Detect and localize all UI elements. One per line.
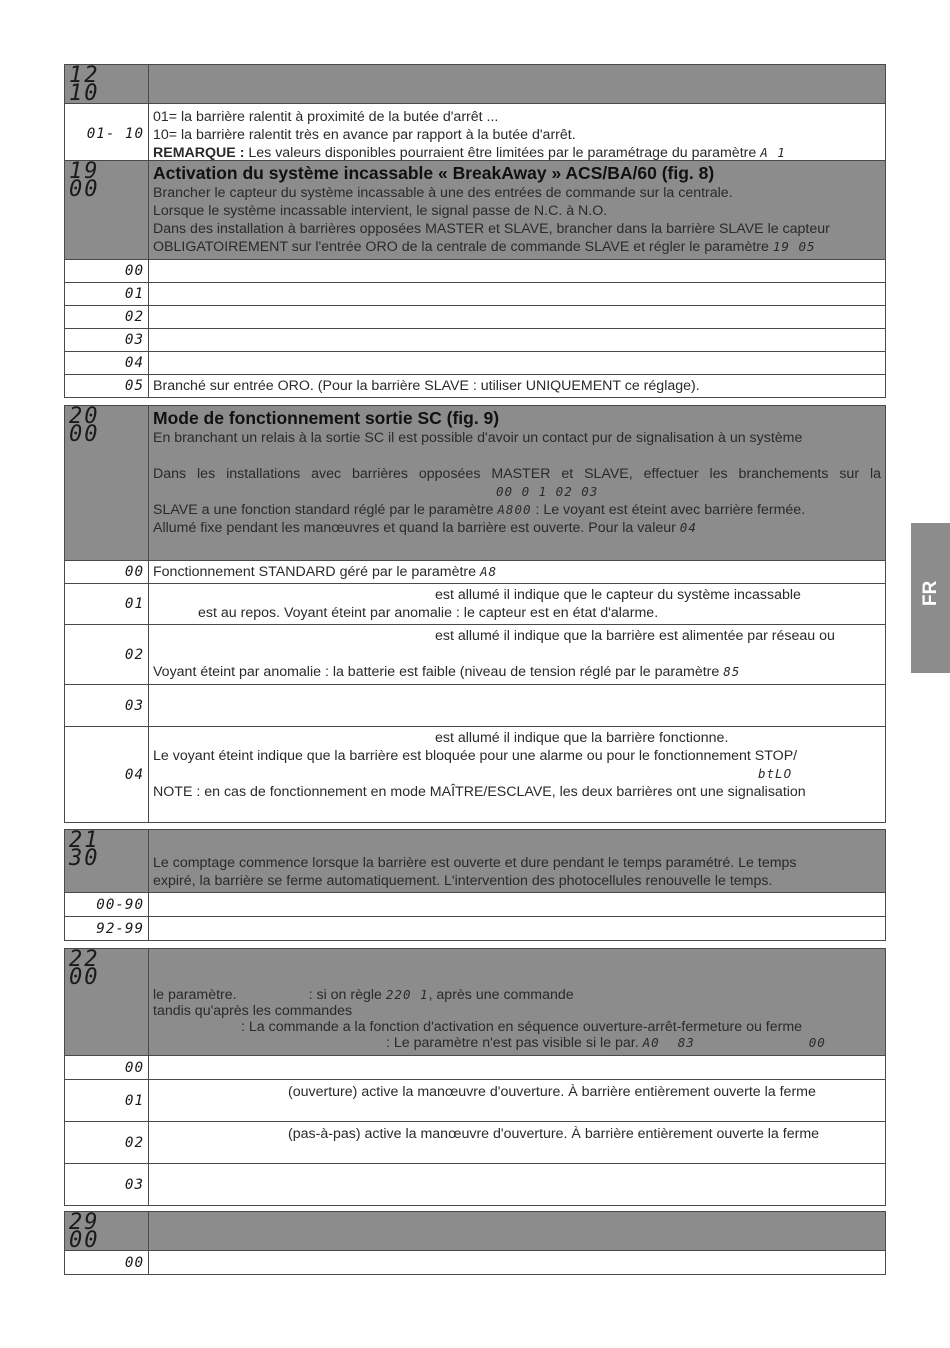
inline-code: 85	[723, 664, 741, 679]
inline-code: 00	[808, 1035, 826, 1050]
desc-text: : Le paramètre n'est pas visible si le par.	[386, 1035, 643, 1051]
inline-code: A800	[497, 502, 532, 517]
desc-line: Le voyant éteint indique que la barrière est bloquée pour une alarme ou pour le fonctionnement STOP/	[153, 748, 798, 764]
param-description	[149, 949, 886, 1056]
desc-line: expiré, la barrière se ferme automatiquement. L'intervention des photocellules renouvelle le temps.	[153, 873, 773, 889]
param-description	[149, 406, 886, 561]
desc-text: : si on règle	[308, 987, 386, 1003]
desc-line	[153, 765, 881, 783]
inline-code: 220 1	[385, 987, 429, 1002]
value-code: 02	[65, 306, 149, 329]
param-table-29	[64, 1211, 886, 1275]
value-code: 00	[65, 1056, 149, 1080]
inline-code: A 1	[760, 145, 786, 160]
param-title: Activation du système incassable « BreakAway » ACS/BA/60 (fig. 8)	[153, 163, 715, 183]
desc-line: Brancher le capteur du système incassable à une des entrées de commande sur la centrale.	[153, 185, 733, 201]
param-code: 21 30	[65, 830, 149, 893]
desc-line	[153, 501, 881, 519]
value-description	[149, 727, 886, 823]
inline-code: 04	[679, 520, 697, 535]
param-table-19	[64, 160, 886, 398]
desc-line: 10= la barrière ralentit très en avance par rapport à la butée d'arrêt.	[153, 127, 576, 143]
value-code: 01- 10	[65, 104, 149, 165]
value-code: 02	[65, 625, 149, 685]
inline-code: A0	[642, 1035, 660, 1050]
remark-label: REMARQUE :	[153, 145, 245, 161]
desc-line: (ouverture) active la manœuvre d'ouverture. À barrière entièrement ouverte la ferme	[288, 1084, 816, 1100]
desc-line: Lorsque le système incassable intervient, le signal passe de N.C. à N.O.	[153, 203, 608, 219]
value-description	[149, 329, 886, 352]
desc-line: est au repos. Voyant éteint par anomalie : le capteur est en état d'alarme.	[198, 605, 659, 621]
param-code: 12 10	[65, 65, 149, 104]
value-code: 00-90	[65, 893, 149, 917]
desc-text: Allumé fixe pendant les manœuvres et quand la barrière est ouverte. Pour la valeur	[153, 520, 680, 536]
desc-line	[153, 238, 881, 256]
param-title: Mode de fonctionnement sortie SC (fig. 9)	[153, 408, 500, 428]
value-code: 01	[65, 1080, 149, 1122]
value-description	[149, 104, 886, 165]
param-table-20	[64, 405, 886, 823]
value-code: 03	[65, 685, 149, 727]
desc-line: Dans les installations avec barrières opposées MASTER et SLAVE, effectuer les branchements sur la	[153, 466, 881, 482]
value-code: 03	[65, 329, 149, 352]
desc-line: est allumé il indique que le capteur du système incassable	[435, 587, 801, 603]
value-code: 05	[65, 375, 149, 398]
inline-code: 19 05	[772, 239, 816, 254]
desc-line: tandis qu'après les commandes	[153, 1003, 353, 1019]
value-code: 04	[65, 352, 149, 375]
param-title-cell	[149, 1212, 886, 1251]
value-code: 01	[65, 584, 149, 625]
desc-text: : Le voyant est éteint avec barrière fermée.	[531, 502, 806, 518]
value-description	[149, 1080, 886, 1122]
value-code: 02	[65, 1122, 149, 1164]
value-description	[149, 1056, 886, 1080]
desc-line: est allumé il indique que la barrière fonctionne.	[435, 730, 729, 746]
param-title-cell	[149, 65, 886, 104]
value-description	[149, 283, 886, 306]
param-code: 22 00	[65, 949, 149, 1056]
value-code: 00	[65, 1251, 149, 1275]
value-code: 01	[65, 283, 149, 306]
desc-line: Le comptage commence lorsque la barrière est ouverte et dure pendant le temps paramétré. Le temps	[153, 855, 797, 871]
param-code: 29 00	[65, 1212, 149, 1251]
param-table-12	[64, 64, 886, 165]
value-code: 03	[65, 1164, 149, 1206]
value-description	[149, 1164, 886, 1206]
desc-line: 01= la barrière ralentit à proximité de la butée d'arrêt ...	[153, 109, 499, 125]
language-tab-label: FR	[920, 580, 941, 606]
desc-line	[153, 663, 881, 681]
inline-code: 83	[677, 1035, 695, 1050]
desc-line: En branchant un relais à la sortie SC il est possible d'avoir un contact pur de signalisation à un système	[153, 430, 803, 446]
param-code: 20 00	[65, 406, 149, 561]
desc-line	[153, 987, 881, 1003]
value-description	[149, 893, 886, 917]
desc-text: Fonctionnement STANDARD géré par le paramètre	[153, 564, 480, 580]
desc-line: NOTE : en cas de fonctionnement en mode MAÎTRE/ESCLAVE, les deux barrières ont une signalisation	[153, 784, 806, 800]
desc-line: : La commande a la fonction d'activation en séquence ouverture-arrêt-fermeture ou ferme	[241, 1019, 803, 1035]
param-code: 19 00	[65, 161, 149, 260]
param-table-22	[64, 948, 886, 1206]
param-description	[149, 161, 886, 260]
desc-line: est allumé il indique que la barrière est alimentée par réseau ou	[435, 628, 835, 644]
desc-line	[153, 483, 881, 501]
param-description	[149, 830, 886, 893]
value-description	[149, 685, 886, 727]
value-description	[149, 260, 886, 283]
value-description	[149, 917, 886, 941]
remark-text: Les valeurs disponibles pourraient être limitées par le paramétrage du paramètre	[244, 145, 761, 161]
value-description	[149, 561, 886, 584]
value-description: Branché sur entrée ORO. (Pour la barrière SLAVE : utiliser UNIQUEMENT ce réglage).	[149, 375, 886, 398]
desc-text: le paramètre.	[153, 987, 237, 1003]
desc-line: Dans des installation à barrières opposées MASTER et SLAVE, brancher dans la barrière SLAVE le capteur	[153, 221, 830, 237]
desc-text: OBLIGATOIREMENT sur l'entrée ORO de la centrale de commande SLAVE et régler le paramètre	[153, 239, 773, 255]
desc-line	[153, 1035, 881, 1051]
desc-text: , après une commande	[428, 987, 574, 1003]
value-code: 04	[65, 727, 149, 823]
inline-code: A8	[479, 564, 498, 579]
desc-line: (pas-à-pas) active la manœuvre d'ouverture. À barrière entièrement ouverte la ferme	[288, 1126, 820, 1142]
value-description	[149, 1122, 886, 1164]
inline-code: 00 0 1 02 03	[496, 484, 599, 499]
inline-code: btLO	[758, 766, 793, 781]
desc-line	[153, 519, 881, 537]
value-description	[149, 625, 886, 685]
language-tab	[911, 523, 950, 673]
param-table-21	[64, 829, 886, 941]
value-code: 92-99	[65, 917, 149, 941]
value-description	[149, 1251, 886, 1275]
desc-text: SLAVE a une fonction standard réglé par le paramètre	[153, 502, 498, 518]
value-code: 00	[65, 561, 149, 584]
value-description	[149, 352, 886, 375]
desc-text: Voyant éteint par anomalie : la batterie est faible (niveau de tension réglé par le paramètre	[153, 664, 724, 680]
value-code: 00	[65, 260, 149, 283]
value-description	[149, 306, 886, 329]
value-description	[149, 584, 886, 625]
